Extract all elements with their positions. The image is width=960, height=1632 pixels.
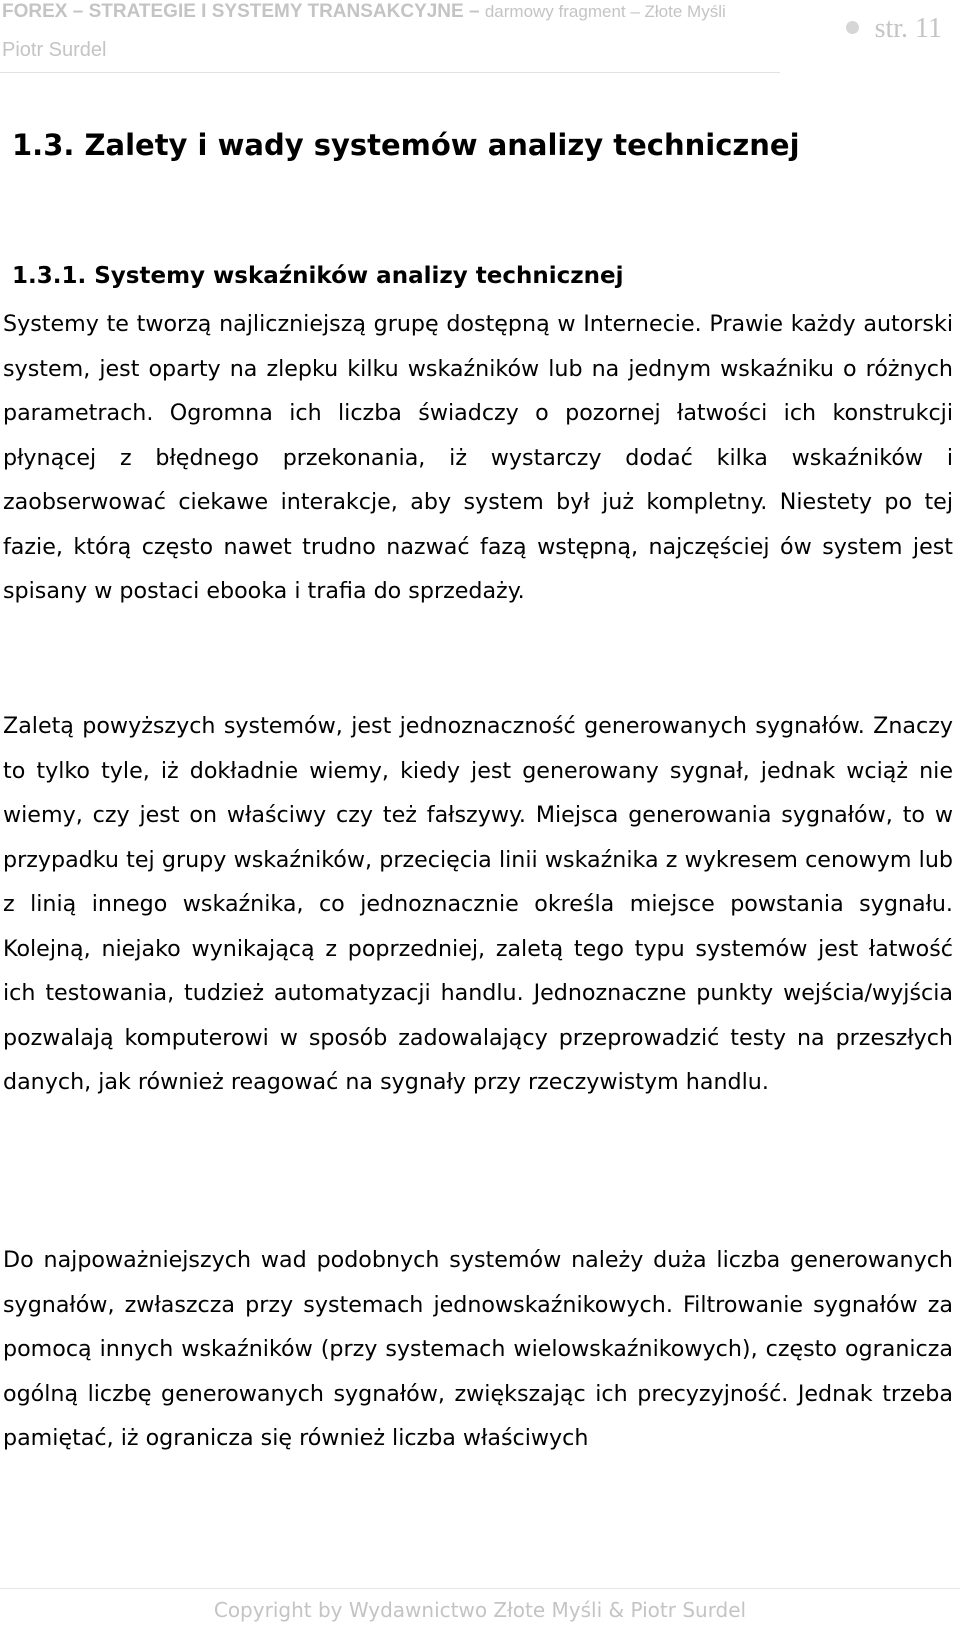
page-number-label: str. 11: [874, 13, 942, 44]
paragraph-2: Zaletą powyższych systemów, jest jednoznaczność generowanych sygnałów. Znaczy to tylko tyle, iż dokładnie wiemy, kiedy jest generowany sygnał, jednak wciąż nie wiemy, czy jest on właściwy czy też fałszywy. Miejsca generowania sygnałów, to w przypadku tej grupy wskaźników, przecięcia linii wskaźnika z wykresem cenowym lub z linią innego wskaźnika, co jednoznacznie określa miejsce powstania sygnału. Kolejną, niejako wynikającą z poprzedniej, zaletą tego typu systemów jest łatwość ich testowania, tudzież automatyzacji handlu. Jednoznaczne punkty wejścia/wyjścia pozwalają komputerowi w sposób zadowalający przeprowadzić testy na przeszłych danych, jak również reagować na sygnały przy rzeczywistym handlu.: [3, 713, 953, 1095]
paragraph-1: Systemy te tworzą najliczniejszą grupę dostępną w Internecie. Prawie każdy autorski system, jest oparty na zlepku kilku wskaźników lub na jednym wskaźniku o różnych parametrach. Ogromna ich liczba świadczy o pozornej łatwości ich konstrukcji płynącej z błędnego przekonania, iż wystarczy dodać kilka wskaźników i zaobserwować ciekawe interakcje, aby system był już kompletny. Niestety po tej fazie, którą często nawet trudno nazwać fazą wstępną, najczęściej ów system jest spisany w postaci ebooka i trafia do sprzedaży.: [3, 311, 953, 604]
footer-copyright: Copyright by Wydawnictwo Złote Myśli & Piotr Surdel: [213, 1598, 747, 1622]
header-title-line: [2, 0, 726, 24]
bullet-icon: [846, 21, 859, 34]
header-title: FOREX – STRATEGIE I SYSTEMY TRANSAKCYJNE –: [2, 1, 480, 22]
header-subtitle: darmowy fragment – Złote Myśli: [484, 2, 726, 21]
paragraph-3: Do najpoważniejszych wad podobnych systemów należy duża liczba generowanych sygnałów, zwłaszcza przy systemach jednowskaźnikowych. Filtrowanie sygnałów za pomocą innych wskaźników (przy systemach wielowskaźnikowych), często ogranicza ogólną liczbę generowanych sygnałów, zwiększając ich precyzyjność. Jednak trzeba pamiętać, iż ogranicza się również liczba właściwych: [3, 1247, 953, 1451]
header-author: Piotr Surdel: [2, 39, 107, 61]
page-header: [0, 0, 960, 86]
section-heading: 1.3. Zalety i wady systemów analizy technicznej: [12, 128, 800, 162]
footer-divider: [0, 1588, 960, 1589]
page-number: [846, 12, 942, 46]
header-divider: [0, 72, 780, 73]
subsection-heading: 1.3.1. Systemy wskaźników analizy technicznej: [12, 263, 624, 289]
